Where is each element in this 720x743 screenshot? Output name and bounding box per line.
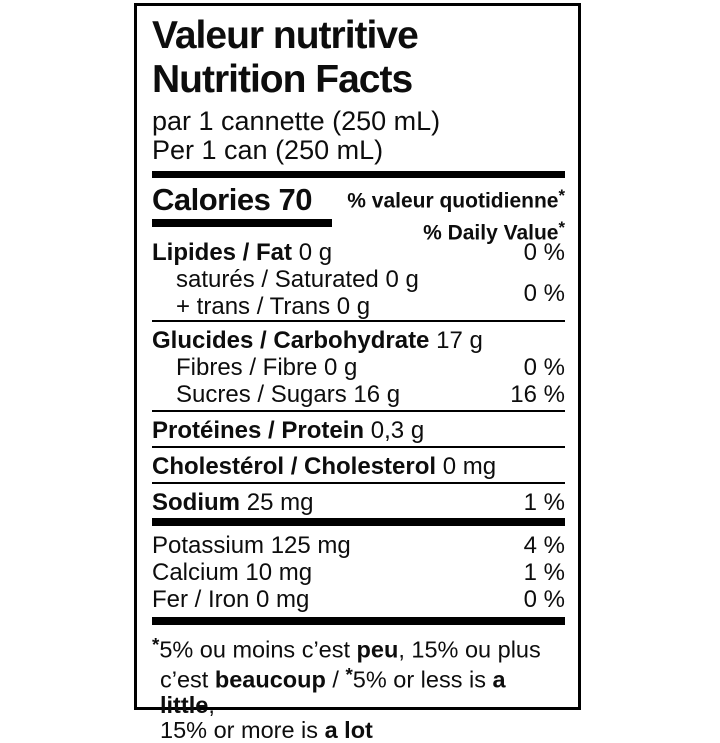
footnote-bold-a-little: a little [160, 666, 506, 718]
nutrient-row-fibre [152, 354, 565, 381]
title-french: Valeur nutritive [152, 14, 418, 57]
daily-value-header-french [347, 183, 565, 215]
protein-amount: 0,3 g [370, 417, 425, 444]
asterisk-icon: * [558, 217, 565, 237]
nutrient-name-protein [152, 417, 424, 444]
carbohydrate-name-bold: Glucides / Carbohydrate [152, 327, 430, 354]
fat-name-bold: Lipides / Fat [152, 239, 293, 266]
nutrient-row-potassium [152, 532, 565, 559]
serving-size-english: Per 1 can (250 mL) [152, 135, 384, 165]
asterisk-icon: * [558, 186, 565, 205]
asterisk-icon: * [345, 664, 353, 686]
nutrient-name-saturated-trans [152, 266, 419, 320]
nutrient-row-sodium [152, 489, 565, 516]
sodium-amount: 25 mg [246, 489, 314, 516]
potassium-daily-value: 4 % [523, 532, 565, 559]
nutrient-row-sugars [152, 381, 565, 408]
footnote-bold-a-lot: a lot [324, 716, 373, 743]
nutrient-name-carbohydrate [152, 327, 483, 354]
nutrient-row-iron [152, 586, 565, 613]
footnote-line2-english: 5% or less is [352, 666, 493, 693]
cholesterol-amount: 0 mg [442, 453, 497, 480]
fibre-daily-value: 0 % [523, 354, 565, 381]
dv-header-en-text: % Daily Value [423, 221, 559, 244]
sodium-name-bold: Sodium [152, 489, 240, 516]
nutrient-name-sodium [152, 489, 313, 516]
sodium-daily-value: 1 % [523, 489, 565, 516]
nutrient-name-cholesterol [152, 453, 496, 480]
divider-thin [152, 446, 565, 448]
nutrient-name-iron: Fer / Iron 0 mg [152, 586, 310, 613]
saturated-trans-daily-value: 0 % [523, 279, 565, 307]
nutrient-row-calcium [152, 559, 565, 586]
nutrient-name-fat [152, 239, 332, 266]
footnote-bold-beaucoup: beaucoup [214, 666, 326, 693]
nutrient-name-sugars: Sucres / Sugars 16 g [176, 381, 401, 408]
dv-header-fr-text: % valeur quotidienne [347, 189, 559, 213]
divider-thin [152, 410, 565, 412]
nutrient-row-cholesterol [152, 453, 565, 480]
calories-row [152, 182, 565, 244]
protein-name-bold: Protéines / Protein [152, 417, 365, 444]
saturated-line: saturés / Saturated 0 g [176, 266, 419, 293]
footnote-line1-text: 5% ou moins c’est [159, 636, 357, 663]
calories-value: Calories 70 [152, 182, 312, 217]
footnote-line1-end: , 15% ou plus [398, 636, 541, 663]
carbohydrate-amount: 17 g [436, 327, 483, 354]
cholesterol-name-bold: Cholestérol / Cholesterol [152, 453, 437, 480]
footnote-line2-separator: / [325, 666, 346, 693]
footnote-bold-peu: peu [356, 636, 399, 663]
calories-block [152, 183, 332, 227]
footnote-line3-text: 15% or more is [160, 716, 325, 743]
daily-value-header [347, 183, 565, 246]
nutrient-row-protein [152, 417, 565, 444]
asterisk-icon: * [152, 634, 160, 655]
nutrient-name-calcium: Calcium 10 mg [152, 559, 313, 586]
divider-thick-middle [152, 518, 565, 526]
nutrient-name-potassium: Potassium 125 mg [152, 532, 351, 559]
calories-underline [152, 219, 332, 227]
footnote-line2-end: , [208, 691, 215, 718]
calcium-daily-value: 1 % [523, 559, 565, 586]
sugars-daily-value: 16 % [510, 381, 565, 408]
divider-thin [152, 482, 565, 484]
title-english: Nutrition Facts [152, 58, 413, 101]
nutrient-row-carbohydrate [152, 327, 565, 354]
nutrition-facts-label [134, 3, 581, 743]
iron-daily-value: 0 % [523, 586, 565, 613]
footnote-line2-text: c’est [160, 666, 215, 693]
fat-amount: 0 g [298, 239, 333, 266]
nutrient-row-saturated-trans [152, 266, 565, 320]
divider-thick-bottom [152, 617, 565, 625]
divider-thick-top [152, 171, 565, 178]
nutrient-name-fibre: Fibres / Fibre 0 g [176, 354, 358, 381]
trans-line: + trans / Trans 0 g [176, 293, 371, 320]
footnote [152, 632, 565, 743]
fat-daily-value: 0 % [523, 239, 565, 266]
divider-thin [152, 320, 565, 322]
serving-size-french: par 1 cannette (250 mL) [152, 106, 441, 136]
